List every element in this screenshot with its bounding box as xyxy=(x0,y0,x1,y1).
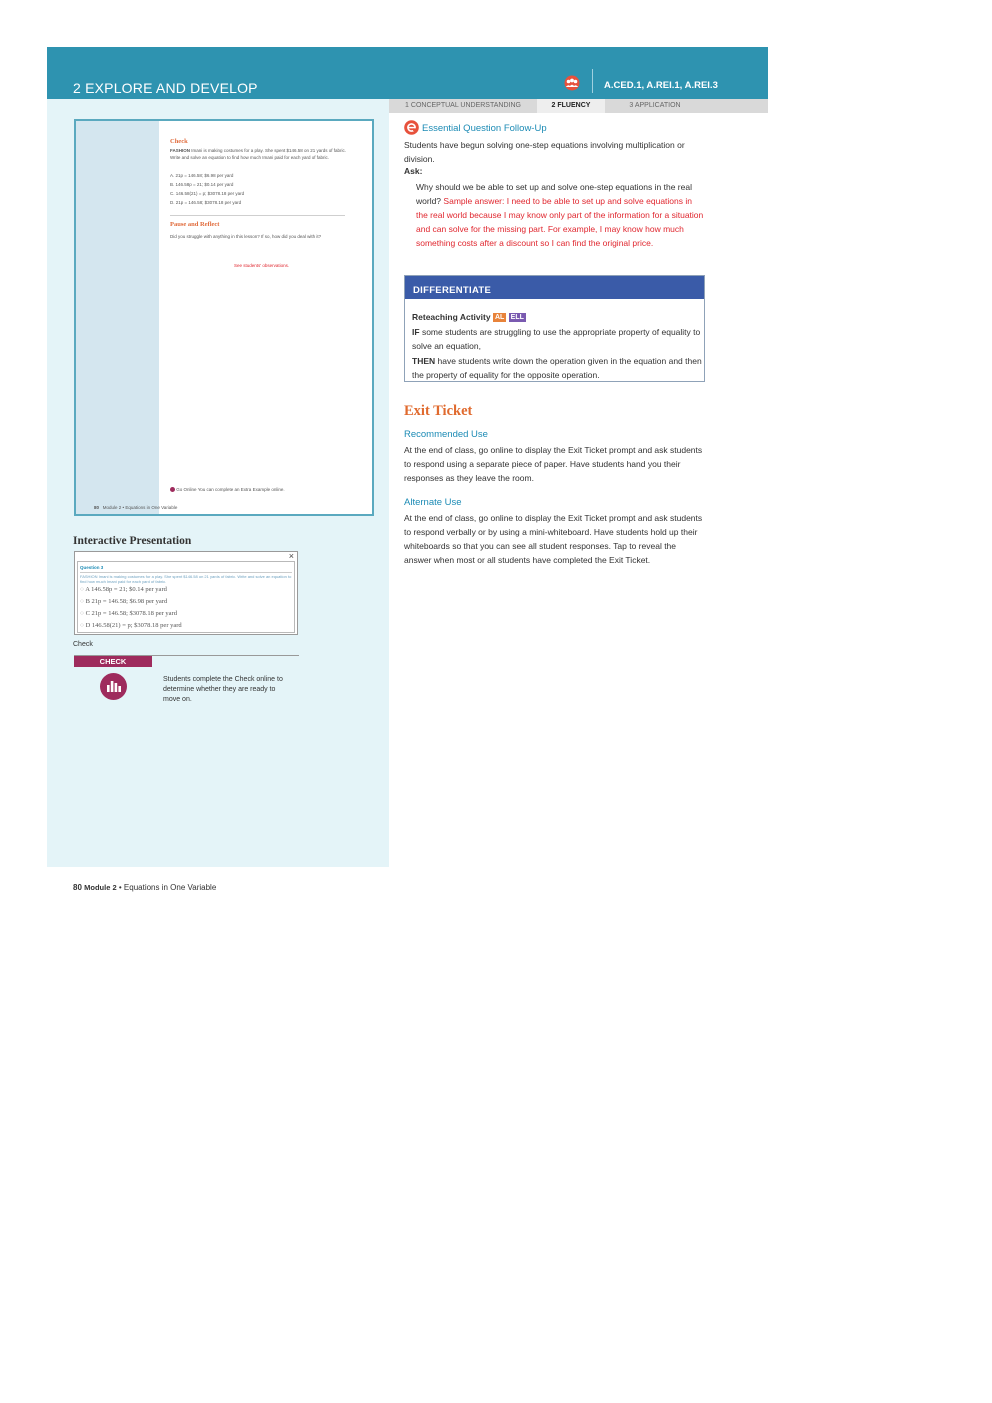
page-footer xyxy=(73,883,216,892)
differentiate-body xyxy=(412,310,702,383)
exit-ticket-title: Exit Ticket xyxy=(404,403,473,419)
thumb-footer xyxy=(94,505,177,512)
check-description: Students complete the Check online to determine whether they are ready to move on. xyxy=(163,676,283,703)
badge-ell: ELL xyxy=(510,314,524,321)
section-header xyxy=(47,47,768,99)
thumb-problem-label: FASHION xyxy=(170,148,191,153)
footer-module: Module 2 xyxy=(84,883,117,892)
tab-conceptual-understanding[interactable]: 1 CONCEPTUAL UNDERSTANDING xyxy=(405,102,521,109)
thumb-pause-heading: Pause and Reflect xyxy=(170,221,220,228)
thumb-choice: C. 146.58(21) = p; $3078.18 per yard xyxy=(170,191,245,196)
differentiate-header xyxy=(405,276,704,299)
question-divider xyxy=(80,572,292,573)
then-label: THEN xyxy=(412,355,436,366)
answer-option[interactable]: ○ C 21p = 146.58; $3078.18 per yard xyxy=(80,610,177,617)
thumbnail-margin xyxy=(76,121,159,514)
interactive-presentation-heading: Interactive Presentation xyxy=(73,535,192,547)
recommended-use-text: At the end of class, go online to display the Exit Ticket prompt and ask students to respond using a separate piece of paper. Have students hand you their responses as they leave the room. xyxy=(404,445,703,483)
essential-question-title: Essential Question Follow-Up xyxy=(422,123,547,134)
thumb-check-heading: Check xyxy=(170,138,188,145)
answer-option-text: B 21p = 146.58; $6.98 per yard xyxy=(85,598,168,605)
thumb-go-online-text: Go Online You can complete an Extra Example online. xyxy=(176,487,285,492)
group-icon xyxy=(562,75,582,91)
thumb-observations: See students' observations. xyxy=(234,263,290,268)
if-line xyxy=(412,325,702,354)
header-divider xyxy=(592,69,593,93)
thumb-choice: D. 21p = 146.58; $3078.18 per yard xyxy=(170,200,242,205)
essential-question-icon xyxy=(404,120,419,135)
question-text: FASHION Imani is making costumes for a play. She spent $146.58 on 21 yards of fabric. Write and solve an equation to find how much Imani paid for each yard of fabric. xyxy=(80,574,292,584)
thumb-divider xyxy=(170,215,345,216)
ask-question: Why should we be able to set up and solve one-step equations in the real world? xyxy=(416,182,692,206)
then-text: have students write down the operation given in the equation and then the property of equality for the opposite operation. xyxy=(412,355,702,380)
student-page-thumbnail[interactable] xyxy=(74,119,374,516)
if-text: some students are struggling to use the appropriate property of equality to solve an equation, xyxy=(412,326,701,351)
thumb-pause-text: Did you struggle with anything in this lesson? If so, how did you deal with it? xyxy=(170,234,322,239)
answer-option[interactable]: ○ D 146.58(21) = p; $3078.18 per yard xyxy=(80,622,182,629)
recommended-use-heading: Recommended Use xyxy=(404,429,488,440)
answer-option-text: D 146.58(21) = p; $3078.18 per yard xyxy=(85,622,182,629)
reteaching-activity-label: Reteaching Activity xyxy=(412,312,491,322)
interactive-presentation-screenshot[interactable] xyxy=(74,551,298,635)
alternate-use-text: At the end of class, go online to display the Exit Ticket prompt and ask students to respond verbally or by using a mini-whiteboard. Have students hold up their whiteboards so that you can see all student responses. Tap to reveal the answer when most or all students have completed the Exit Ticket. xyxy=(404,513,703,565)
tab-fluency[interactable]: 2 FLUENCY xyxy=(537,99,605,113)
bar-chart-icon xyxy=(100,673,127,700)
answer-option-text: A 146.58p = 21; $0.14 per yard xyxy=(85,586,167,593)
standards-label: A.CED.1, A.REI.1, A.REI.3 xyxy=(604,80,718,91)
thumb-footer-page: 80 xyxy=(94,505,100,510)
thumb-go-online xyxy=(170,487,285,494)
thumb-choice: A. 21p = 146.58; $6.98 per yard xyxy=(170,173,234,178)
footer-title: • Equations in One Variable xyxy=(118,883,217,892)
progress-tabs xyxy=(389,99,768,113)
reteaching-line xyxy=(412,310,702,325)
ask-label: Ask: xyxy=(404,166,423,176)
answer-option-text: C 21p = 146.58; $3078.18 per yard xyxy=(85,610,177,617)
essential-question-body: Students have begun solving one-step equations involving multiplication or division. xyxy=(404,140,685,164)
thumb-problem-text: Imani is making costumes for a play. She spent $146.58 on 21 yards of fabric. Write and solve an equation to find how much Imani paid for each yard of fabric. xyxy=(170,148,347,160)
question-label: Question 3 xyxy=(80,565,104,570)
footer-page-number: 80 xyxy=(73,883,82,892)
interactive-caption: Check xyxy=(73,641,93,648)
if-label: IF xyxy=(412,326,420,337)
question-card xyxy=(77,561,295,633)
differentiate-title: DIFFERENTIATE xyxy=(413,285,492,296)
check-tag: CHECK xyxy=(74,656,152,667)
differentiate-box xyxy=(404,275,705,382)
go-online-icon xyxy=(170,487,175,492)
thumb-problem xyxy=(170,148,348,162)
thumb-footer-text: Module 2 • Equations in One Variable xyxy=(102,505,178,510)
tab-application[interactable]: 3 APPLICATION xyxy=(629,102,681,109)
answer-option[interactable]: ○ B 21p = 146.58; $6.98 per yard xyxy=(80,598,168,605)
ask-text xyxy=(416,180,704,250)
alternate-use-heading: Alternate Use xyxy=(404,497,462,508)
sample-answer: Sample answer: I need to be able to set up and solve equations in the real world because I may know only part of the information for a situation and can solve for the missing part. For example, I may know how much something costs after a discount so I can find the original price. xyxy=(416,196,704,248)
badge-al: AL xyxy=(494,314,505,321)
close-icon[interactable]: × xyxy=(288,551,294,561)
answer-option[interactable]: ○ A 146.58p = 21; $0.14 per yard xyxy=(80,586,167,593)
thumb-choice: B. 146.58p = 21; $0.14 per yard xyxy=(170,182,234,187)
then-line xyxy=(412,354,702,383)
section-title: 2 EXPLORE AND DEVELOP xyxy=(73,80,258,96)
